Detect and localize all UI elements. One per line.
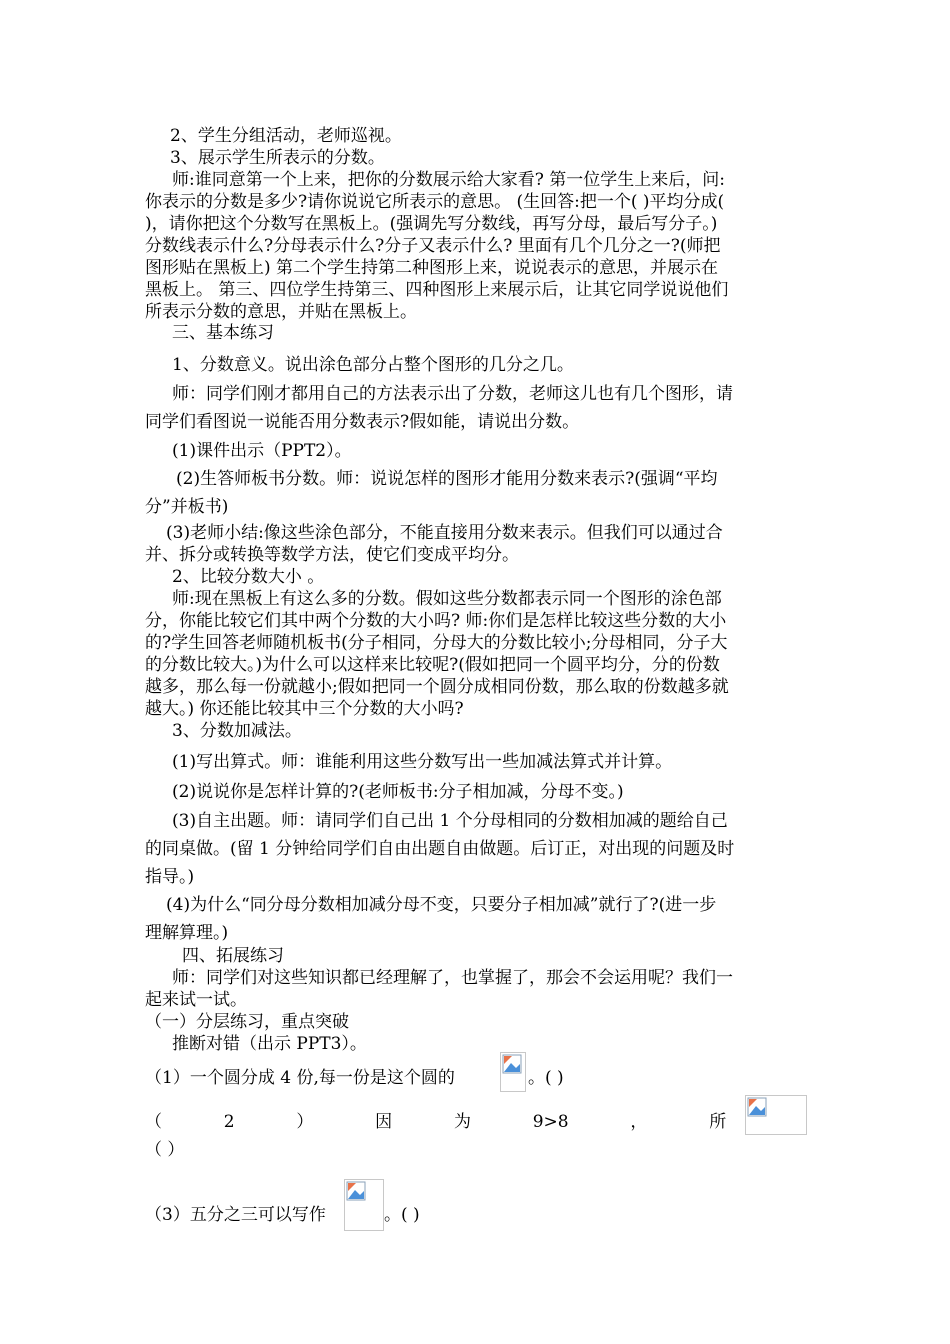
broken-image-icon: [346, 1181, 366, 1201]
text-line: 3、展示学生所表示的分数。: [170, 148, 385, 168]
text-line: (3)自主出题。师：请同学们自己出 1 个分母相同的分数相加减的题给自己: [172, 811, 728, 831]
text-line: (2)生答师板书分数。师：说说怎样的图形才能用分数来表示?(强调“平均: [176, 469, 718, 489]
q2-token: 因: [375, 1112, 393, 1132]
text-line: 你表示的分数是多少?请你说说它所表示的意思。 (生回答:把一个( )平均分成(: [145, 192, 725, 212]
text-line: (4)为什么“同分母分数相加减分母不变，只要分子相加减”就行了?(进一步: [166, 895, 717, 915]
question-2-answer: （ ）: [145, 1140, 185, 1160]
text-line: (2)说说你是怎样计算的?(老师板书:分子相加减，分母不变。): [172, 782, 624, 802]
text-line: (1)写出算式。师：谁能利用这些分数写出一些加减法算式并计算。: [172, 752, 673, 772]
text-line: 的同桌做。(留 1 分钟给同学们自由出题自由做题。后订正，对出现的问题及时: [145, 839, 735, 859]
text-line: 推断对错（出示 PPT3）。: [172, 1034, 367, 1054]
q2-token: ，: [630, 1112, 648, 1132]
text-line: 越多，那么每一份就越小;假如把同一个圆分成相同份数，那么取的份数越多就: [145, 677, 729, 697]
text-line: 分，你能比较它们其中两个分数的大小吗? 师:你们是怎样比较这些分数的大小: [145, 611, 727, 631]
text-line: 师：同学们刚才都用自己的方法表示出了分数，老师这儿也有几个图形，请: [172, 384, 733, 404]
broken-image-icon: [502, 1054, 522, 1074]
text-line: 分”并板书): [145, 497, 229, 517]
text-line: 同学们看图说一说能否用分数表示?假如能，请说出分数。: [145, 412, 580, 432]
text-line: 并、拆分或转换等数学方法，使它们变成平均分。: [145, 545, 519, 565]
text-line: 3、分数加减法。: [172, 721, 302, 741]
text-line: (3)老师小结:像这些涂色部分，不能直接用分数来表示。但我们可以通过合: [166, 523, 723, 543]
text-line: 指导。): [145, 867, 195, 887]
broken-image-icon: [747, 1097, 767, 1117]
text-line: 2、比较分数大小 。: [172, 567, 325, 587]
text-line: 1、分数意义。说出涂色部分占整个图形的几分之几。: [172, 355, 574, 375]
fraction-image-placeholder: [500, 1052, 526, 1092]
text-line: )，请你把这个分数写在黑板上。(强调先写分数线，再写分母，最后写分子。): [145, 214, 718, 234]
text-line: 图形贴在黑板上) 第二个学生持第二种图形上来，说说表示的意思，并展示在: [145, 258, 719, 278]
question-3-text: （3）五分之三可以写作: [145, 1205, 326, 1225]
text-line: (1)课件出示（PPT2）。: [172, 441, 352, 461]
question-2-line: [145, 1112, 805, 1132]
sub-heading: （一）分层练习，重点突破: [145, 1012, 349, 1032]
question-3-answer: 。( ): [384, 1205, 420, 1225]
text-line: 的分数比较大。)为什么可以这样来比较呢?(假如把同一个圆平均分，分的份数: [145, 655, 720, 675]
fraction-image-placeholder: [745, 1095, 807, 1135]
q2-token: 2: [223, 1112, 235, 1132]
text-line: 黑板上。 第三、四位学生持第三、四种图形上来展示后，让其它同学说说他们: [145, 280, 729, 300]
text-line: 师:现在黑板上有这么多的分数。假如这些分数都表示同一个图形的涂色部: [172, 589, 722, 609]
fraction-image-placeholder: [344, 1179, 384, 1231]
question-1-answer: 。( ): [528, 1068, 564, 1088]
q2-token: （: [145, 1112, 162, 1132]
text-line: 越大。) 你还能比较其中三个分数的大小吗?: [145, 699, 464, 719]
text-line: 师：同学们对这些知识都已经理解了，也掌握了，那会不会运用呢？我们一: [172, 968, 733, 988]
text-line: 所表示分数的意思，并贴在黑板上。: [145, 302, 417, 322]
text-line: 2、学生分组活动，老师巡视。: [170, 126, 402, 146]
text-line: 理解算理。): [145, 923, 229, 943]
q2-token: 9>8: [532, 1112, 569, 1132]
question-1-text: （1）一个圆分成 4 份,每一份是这个圆的: [145, 1068, 455, 1088]
text-line: 分数线表示什么?分母表示什么?分子又表示什么? 里面有几个几分之一?(师把: [145, 236, 721, 256]
q2-token: ）: [296, 1112, 314, 1132]
q2-token: 所: [709, 1112, 727, 1132]
section-heading: 四、拓展练习: [182, 946, 284, 966]
text-line: 师:谁同意第一个上来，把你的分数展示给大家看? 第一位学生上来后，问:: [172, 170, 725, 190]
section-heading: 三、基本练习: [172, 323, 274, 343]
text-line: 起来试一试。: [145, 990, 247, 1010]
text-line: 的?学生回答老师随机板书(分子相同，分母大的分数比较小;分母相同，分子大: [145, 633, 728, 653]
q2-token: 为: [453, 1112, 471, 1132]
